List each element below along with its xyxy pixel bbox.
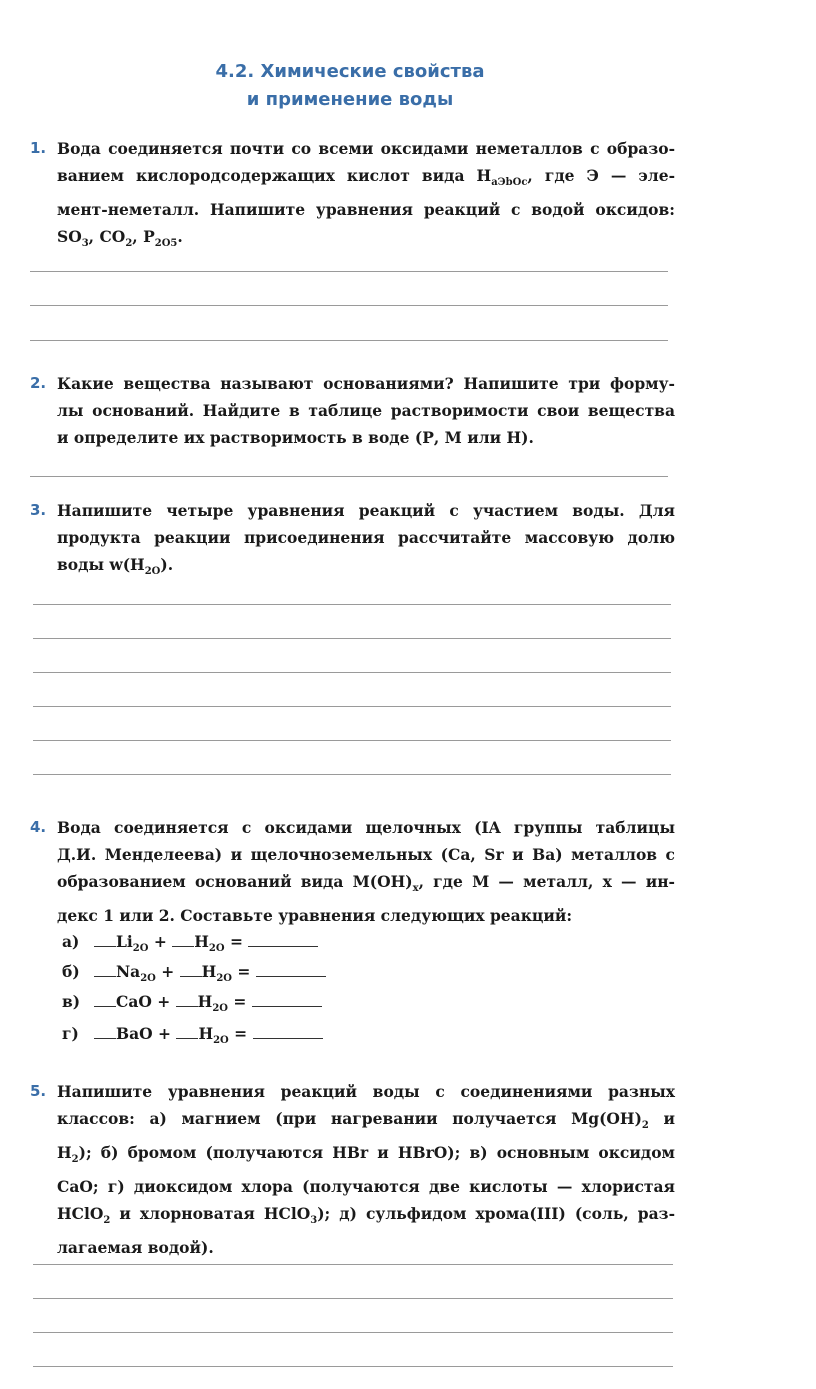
equals-sign: =	[224, 932, 249, 951]
section-title	[0, 58, 700, 114]
task-text-line: Какие вещества называют основаниями? Напишите три форму-	[57, 374, 675, 393]
product-blank[interactable]	[253, 1024, 323, 1039]
task-text	[57, 497, 675, 585]
coefficient-blank[interactable]	[94, 962, 116, 977]
oxide-formula: CaO	[116, 992, 152, 1011]
task-number: 1.	[30, 139, 47, 157]
answer-line[interactable]	[33, 672, 671, 673]
task-text-line: лы оснований. Найдите в таблице растворимости свои вещества	[57, 401, 675, 420]
task-text	[57, 370, 675, 451]
section-title-line1: 4.2. Химические свойства	[215, 61, 485, 82]
task-text-line: CaO; г) диоксидом хлора (получаются две кислоты — хлористая	[57, 1177, 675, 1197]
coefficient-blank[interactable]	[172, 932, 194, 947]
answer-line[interactable]	[30, 476, 668, 477]
task-3	[30, 497, 675, 585]
task-text-line: HClO$_2$ и хлорноватая HClO$_3$); д) сульфидом хрома(III) (соль, раз-	[57, 1204, 676, 1227]
equation-row	[62, 928, 318, 962]
task-text	[57, 135, 675, 257]
answer-line[interactable]	[33, 774, 671, 775]
task-2	[30, 370, 675, 451]
coefficient-blank[interactable]	[180, 962, 202, 977]
product-blank[interactable]	[252, 992, 322, 1007]
task-text-line: Д.И. Менделеева) и щелочноземельных (Ca, Sr и Ba) металлов с	[57, 845, 675, 864]
oxide-formula: BaO	[116, 1024, 153, 1043]
task-text-line: Напишите уравнения реакций воды с соединениями разных	[57, 1082, 675, 1101]
answer-line[interactable]	[33, 706, 671, 707]
oxide-formula: $Na_{2O}$	[116, 962, 156, 985]
water-formula: $H_{2O}$	[198, 1024, 229, 1047]
plus-sign: +	[155, 962, 180, 981]
task-text-line: классов: а) магнием (при нагревании получается $Mg(OH)_2$ и	[57, 1109, 675, 1132]
task-number: 5.	[30, 1082, 47, 1100]
equation-label: г)	[62, 1024, 79, 1043]
equation-label: а)	[62, 932, 80, 951]
coefficient-blank[interactable]	[94, 1024, 116, 1039]
plus-sign: +	[152, 1024, 177, 1043]
task-text-line: Вода соединяется почти со всеми оксидами неметаллов с образо-	[57, 139, 675, 158]
equation-row	[62, 958, 326, 992]
equals-sign: =	[228, 992, 252, 1011]
task-1	[30, 135, 675, 257]
task-number: 2.	[30, 374, 47, 392]
task-text	[57, 814, 675, 929]
answer-line[interactable]	[30, 340, 668, 341]
plus-sign: +	[148, 932, 173, 951]
equation-row	[62, 988, 322, 1022]
answer-line[interactable]	[33, 740, 671, 741]
task-text-line: Напишите четыре уравнения реакций с участием воды. Для	[57, 501, 675, 520]
task-text-line: ванием кислородсодержащих кислот вида $H_{aЭbOc}$, где Э — эле-	[57, 166, 675, 189]
answer-line[interactable]	[33, 1264, 673, 1265]
task-text-line: $H_2$); б) бромом (получаются HBr и HBrO); в) основным оксидом	[57, 1143, 675, 1166]
answer-line[interactable]	[33, 604, 671, 605]
coefficient-blank[interactable]	[176, 992, 198, 1007]
task-text-line: продукта реакции присоединения рассчитайте массовую долю	[57, 528, 675, 547]
water-formula: $H_{2O}$	[201, 962, 232, 985]
answer-line[interactable]	[33, 1366, 673, 1367]
task-text-line: воды $w(H_{2O})$.	[57, 555, 174, 578]
task-text-line: мент-неметалл. Напишите уравнения реакций с водой оксидов:	[57, 200, 675, 220]
task-text-line: лагаемая водой).	[57, 1238, 214, 1258]
oxide-formula: $Li_{2O}$	[116, 932, 149, 955]
task-text-line: декс 1 или 2. Составьте уравнения следующих реакций:	[57, 906, 573, 926]
task-number: 3.	[30, 501, 47, 519]
task-text-line: и определите их растворимость в воде (Р, М или Н).	[57, 428, 534, 447]
answer-line[interactable]	[33, 638, 671, 639]
task-number: 4.	[30, 818, 47, 836]
plus-sign: +	[151, 992, 176, 1011]
answer-line[interactable]	[33, 1332, 673, 1333]
equals-sign: =	[228, 1024, 253, 1043]
task-text-line: Вода соединяется с оксидами щелочных (IA группы таблицы	[57, 818, 675, 837]
product-blank[interactable]	[256, 962, 326, 977]
task-text	[57, 1078, 675, 1261]
water-formula: $H_{2O}$	[197, 992, 228, 1015]
product-blank[interactable]	[248, 932, 318, 947]
answer-line[interactable]	[33, 1298, 673, 1299]
equation-row	[62, 1020, 323, 1054]
task-4	[30, 814, 675, 929]
equation-label: в)	[62, 992, 81, 1011]
coefficient-blank[interactable]	[176, 1024, 198, 1039]
equation-label: б)	[62, 962, 80, 981]
answer-line[interactable]	[30, 305, 668, 306]
coefficient-blank[interactable]	[94, 932, 116, 947]
answer-line[interactable]	[30, 271, 668, 272]
task-text-line: образованием оснований вида $M(OH)_x$, где М — металл, x — ин-	[57, 872, 675, 895]
section-title-line2: и применение воды	[246, 89, 454, 110]
task-text-line: $SO_3$, $CO_2$, $P_{2O5}$.	[57, 227, 183, 250]
task-5	[30, 1078, 675, 1261]
coefficient-blank[interactable]	[94, 992, 116, 1007]
water-formula: $H_{2O}$	[194, 932, 225, 955]
equals-sign: =	[232, 962, 256, 981]
